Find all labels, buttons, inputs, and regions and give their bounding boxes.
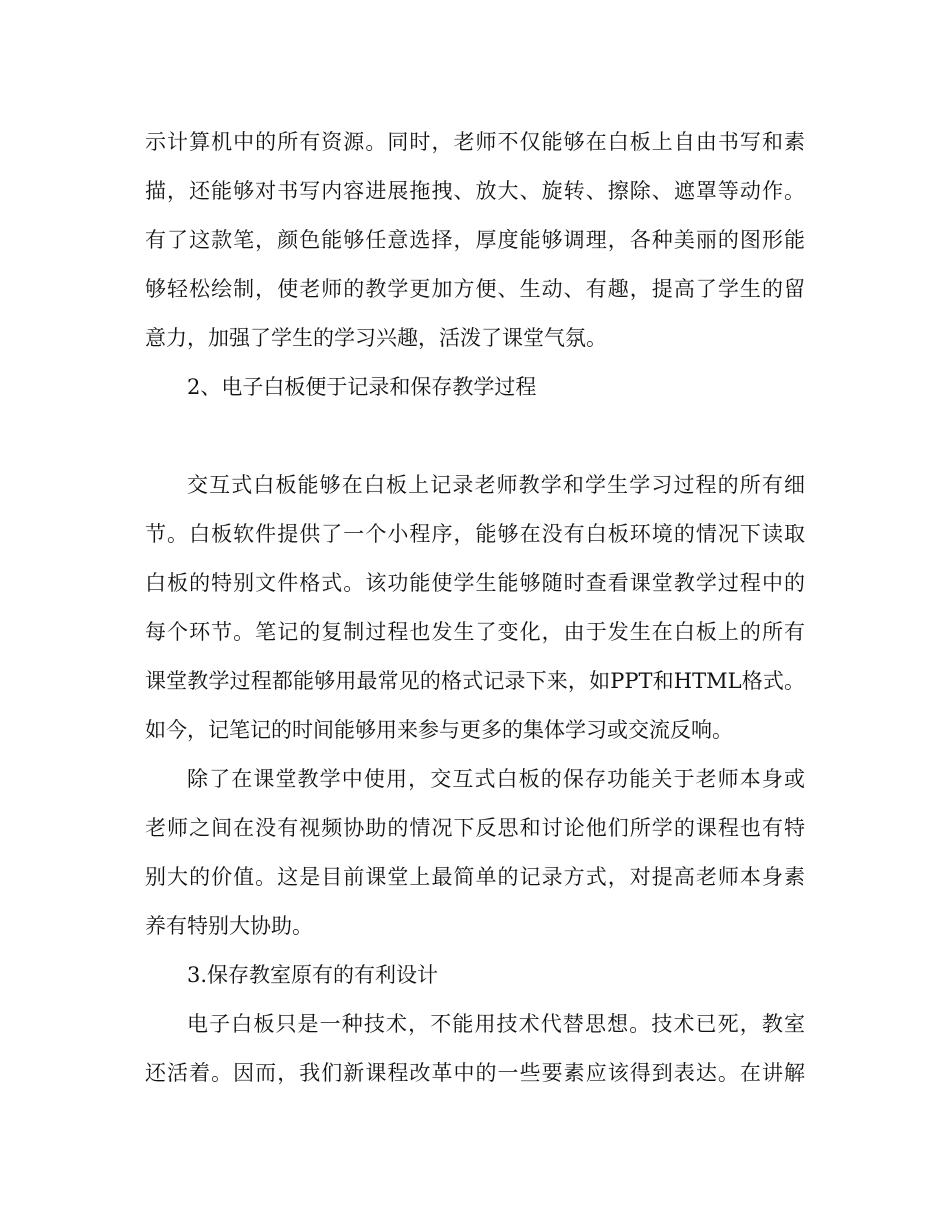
paragraph-line: 还活着。因而，我们新课程改革中的一些要素应该得到表达。在讲解	[145, 1061, 805, 1085]
paragraph-line: 电子白板只是一种技术，不能用技术代替思想。技术已死，教室	[187, 1012, 805, 1036]
paragraph-line: 节。白板软件提供了一个小程序，能够在没有白板环境的情况下读取	[145, 522, 805, 546]
paragraph-line: 够轻松绘制，使老师的教学更加方便、生动、有趣，提高了学生的留	[145, 277, 805, 301]
paragraph-line: 交互式白板能够在白板上记录老师教学和学生学习过程的所有细	[187, 473, 805, 497]
paragraph-line: 老师之间在没有视频协助的情况下反思和讨论他们所学的课程也有特	[145, 816, 805, 840]
paragraph-line: 每个环节。笔记的复制过程也发生了变化，由于发生在白板上的所有	[145, 620, 805, 644]
paragraph-line: 课堂教学过程都能够用最常见的格式记录下来，如PPT和HTML格式。	[145, 669, 805, 693]
paragraph-line: 养有特别大协助。	[145, 914, 313, 938]
blank-line	[145, 412, 805, 461]
section-heading: 3.保存教室原有的有利设计	[187, 963, 439, 987]
paragraph-line: 除了在课堂教学中使用，交互式白板的保存功能关于老师本身或	[187, 767, 805, 791]
paragraph-line: 示计算机中的所有资源。同时，老师不仅能够在白板上自由书写和素	[145, 130, 805, 154]
paragraph-line: 描，还能够对书写内容进展拖拽、放大、旋转、擦除、遮罩等动作。	[145, 179, 805, 203]
paragraph-line: 有了这款笔，颜色能够任意选择，厚度能够调理，各种美丽的图形能	[145, 228, 805, 252]
section-heading: 2、电子白板便于记录和保存教学过程	[187, 375, 537, 399]
paragraph-line: 白板的特别文件格式。该功能使学生能够随时查看课堂教学过程中的	[145, 571, 805, 595]
document-body	[145, 118, 805, 1098]
paragraph-line: 如今，记笔记的时间能够用来参与更多的集体学习或交流反响。	[145, 718, 733, 742]
paragraph-line: 别大的价值。这是目前课堂上最简单的记录方式，对提高老师本身素	[145, 865, 805, 889]
paragraph-line: 意力，加强了学生的学习兴趣，活泼了课堂气氛。	[145, 326, 607, 350]
